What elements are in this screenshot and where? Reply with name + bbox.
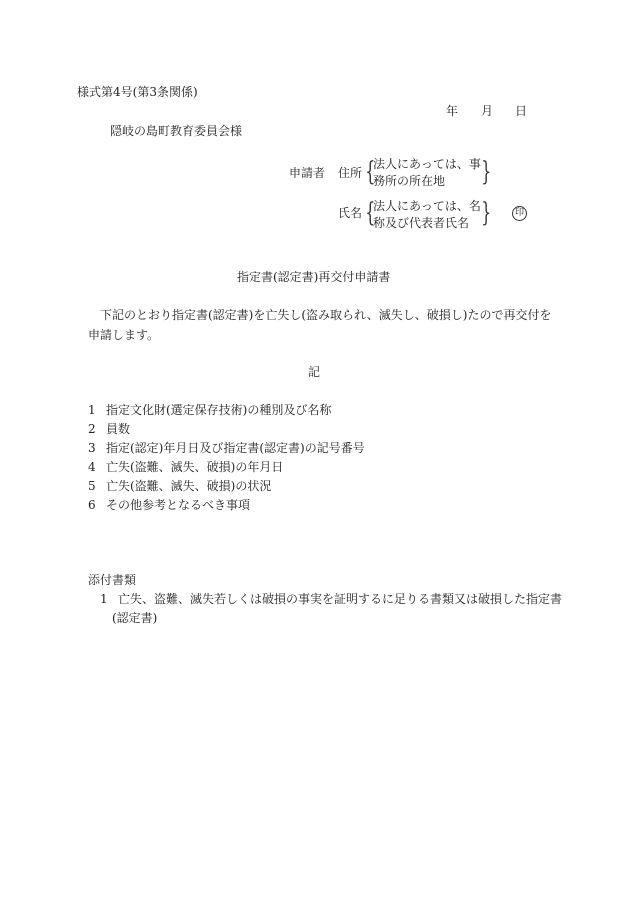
list-item: [88, 403, 332, 417]
ki-heading: 記: [308, 365, 321, 379]
item-text: 員数: [106, 422, 131, 436]
body-line-1: 下記のとおり指定書(認定書)を亡失し(盗み取られ、滅失し、破損し)たので再交付を: [100, 308, 552, 322]
right-brace-icon: }: [481, 198, 492, 228]
attachment-text-line1: 亡失、盗難、滅失若しくは破損の事実を証明するに足りる書類又は破損した指定書: [118, 592, 563, 606]
item-number: 6: [88, 498, 96, 512]
address-note-line2: 務所の所在地: [373, 174, 446, 188]
name-note-line1: 法人にあっては、名: [373, 199, 481, 213]
list-item: [88, 479, 272, 493]
list-item: [88, 498, 251, 512]
item-text: 亡失(盗難、滅失、破損)の年月日: [106, 460, 284, 474]
list-item: [88, 422, 131, 436]
left-brace-icon: {: [365, 198, 376, 228]
list-item: [88, 460, 284, 474]
date-year: 年: [446, 104, 459, 118]
item-number: 2: [88, 422, 96, 436]
body-line-2: 申請します。: [88, 328, 160, 342]
list-item: [88, 441, 365, 455]
addressee: 隠岐の島町教育委員会様: [110, 124, 243, 138]
attachments-heading: 添付書類: [88, 573, 137, 587]
item-text: その他参考となるべき事項: [106, 498, 251, 512]
date-month: 月: [481, 104, 494, 118]
item-number: 3: [88, 441, 96, 455]
item-text: 亡失(盗難、滅失、破損)の状況: [106, 479, 272, 493]
seal-mark-icon: 印: [512, 206, 527, 221]
attachment-text-line2: (認定書): [112, 611, 158, 625]
name-label: 氏名: [338, 206, 363, 220]
name-note-line2: 称及び代表者氏名: [373, 216, 470, 230]
date-day: 日: [515, 104, 528, 118]
right-brace-icon: }: [481, 157, 492, 187]
form-number: 様式第4号(第3条関係): [77, 85, 198, 99]
address-note-line1: 法人にあっては、事: [373, 157, 481, 171]
item-text: 指定文化財(選定保存技術)の種別及び名称: [106, 403, 332, 417]
item-number: 1: [88, 403, 96, 417]
item-text: 指定(認定)年月日及び指定書(認定書)の記号番号: [106, 441, 365, 455]
item-number: 4: [88, 460, 96, 474]
attachment-number: 1: [100, 592, 108, 606]
applicant-label: 申請者: [289, 166, 326, 180]
item-number: 5: [88, 479, 96, 493]
left-brace-icon: {: [365, 157, 376, 187]
address-label: 住所: [338, 166, 363, 180]
document-title: 指定書(認定書)再交付申請書: [237, 270, 391, 284]
